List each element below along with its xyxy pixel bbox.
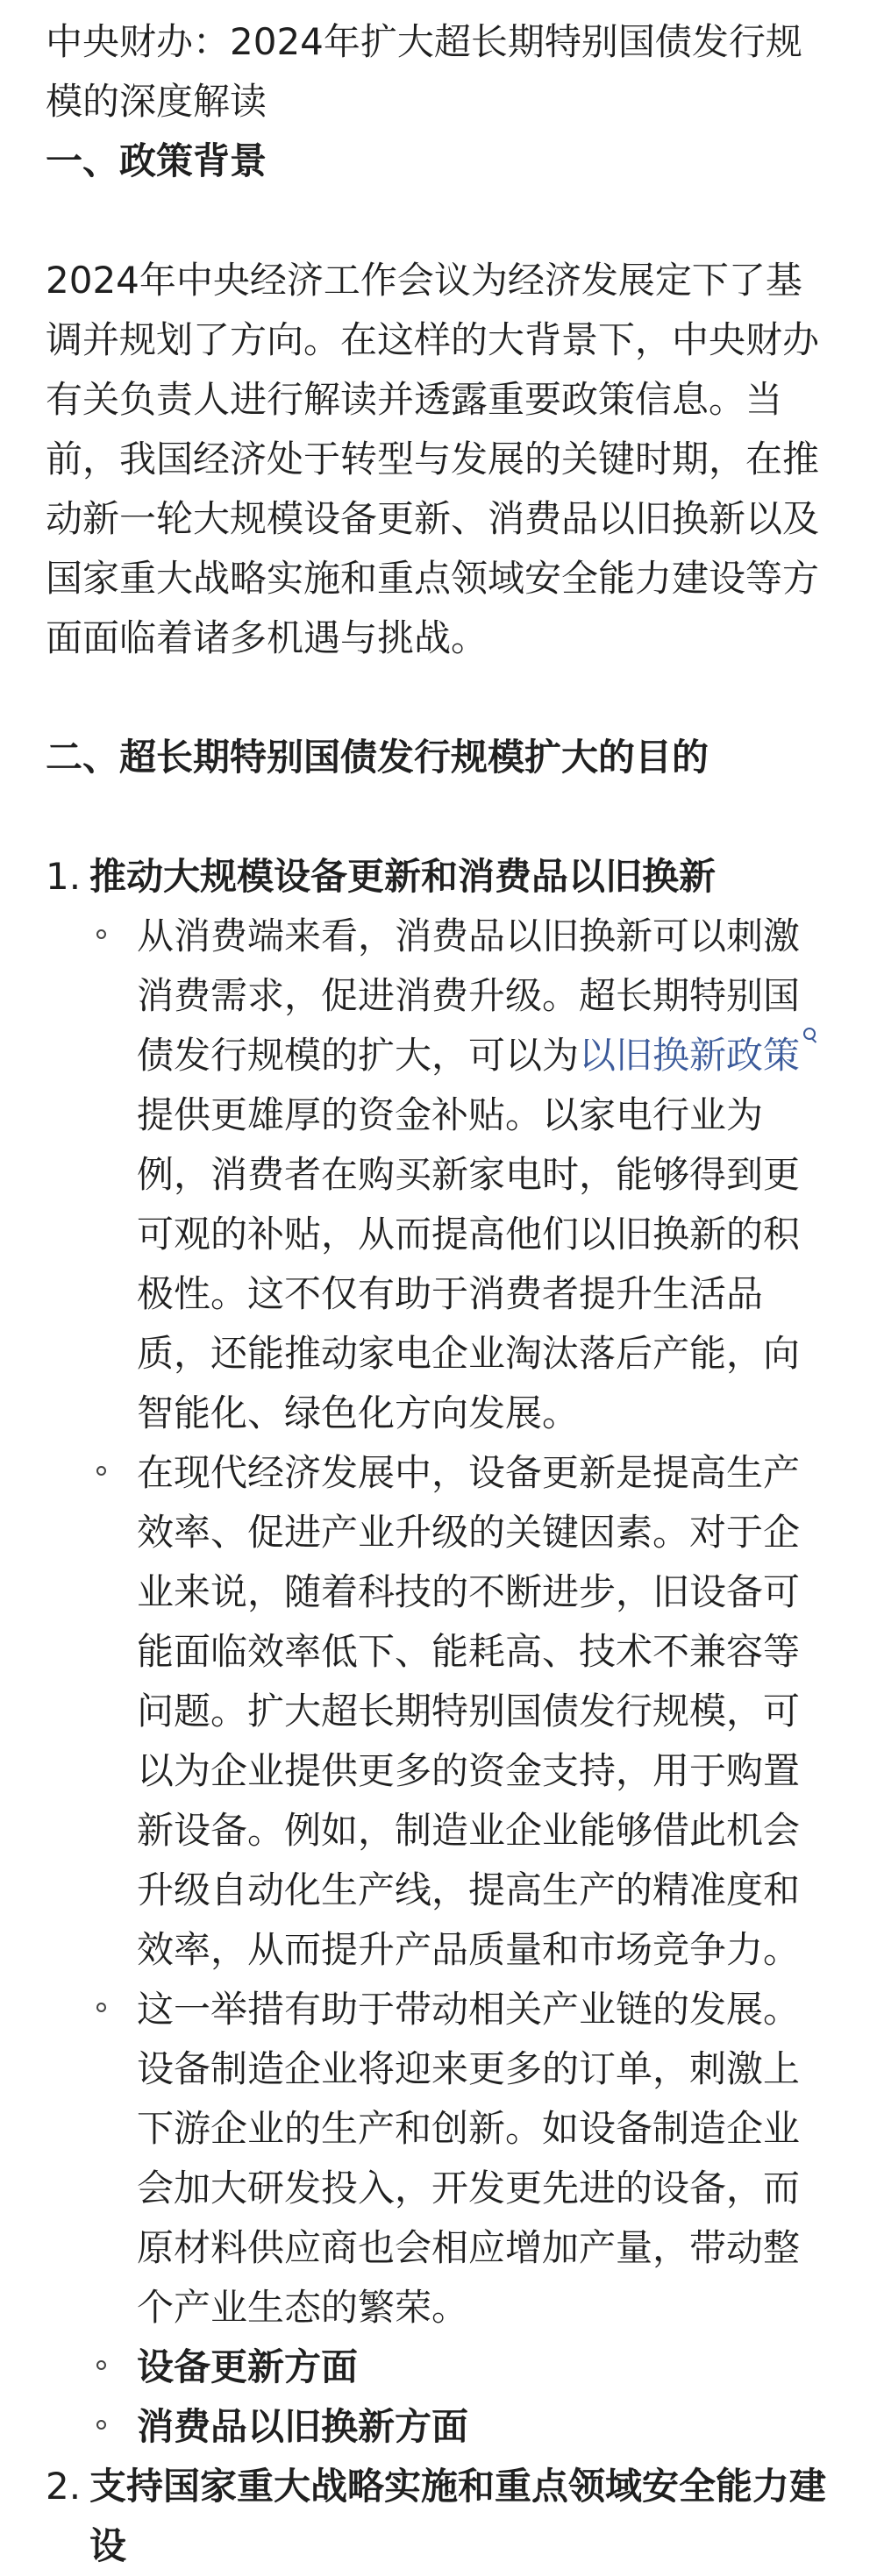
- list-item-number: 1.: [46, 855, 82, 898]
- list-item: [46, 847, 831, 907]
- list-item-title: 支持国家重大战略实施和重点领域安全能力建设: [89, 2465, 827, 2567]
- bullet-text: 提供更雄厚的资金补贴。以家电行业为例，消费者在购买新家电时，能够得到更可观的补贴，从而提高他们以旧换新的积极性。这不仅有助于消费者提升生活品质，还能推动家电企业淘汰落后产能，向智能化、绿色化方向发展。: [137, 1093, 801, 1434]
- section-heading-purpose: 二、超长期特别国债发行规模扩大的目的: [46, 736, 709, 779]
- bullet-item: [91, 1443, 831, 1980]
- search-icon[interactable]: [803, 1026, 819, 1057]
- section-heading-policy-background: 一、政策背景: [46, 139, 267, 182]
- bullet-text: 从消费端来看，消费品以旧换新可以刺激消费需求，促进消费升级。超长期特别国债发行规模的扩大，可以为: [137, 914, 801, 1077]
- hollow-bullet-icon: [96, 2420, 106, 2430]
- bullet-text: 这一举措有助于带动相关产业链的发展。设备制造企业将迎来更多的订单，刺激上下游企业的生产和创新。如设备制造企业会加大研发投入，开发更先进的设备，而原材料供应商也会相应增加产量，带动整个产业生态的繁荣。: [137, 1988, 801, 2329]
- bullet-item: [91, 907, 831, 1443]
- bullet-text: 设备更新方面: [137, 2345, 359, 2388]
- purpose-list: [46, 847, 831, 907]
- hollow-bullet-icon: [96, 2360, 106, 2370]
- hollow-bullet-icon: [96, 2003, 106, 2012]
- hollow-bullet-icon: [96, 929, 106, 939]
- list-item-number: 2.: [46, 2465, 82, 2508]
- sub-bullet-list: [46, 907, 831, 2457]
- article-title: 中央财办：2024年扩大超长期特别国债发行规模的深度解读: [46, 20, 802, 123]
- list-item-title: 推动大规模设备更新和消费品以旧换新: [89, 855, 717, 898]
- purpose-list-continued: [46, 2457, 831, 2576]
- bullet-item: [91, 1980, 831, 2338]
- policy-background-paragraph: 2024年中央经济工作会议为经济发展定下了基调并规划了方向。在这样的大背景下，中央财办有关负责人进行解读并透露重要政策信息。当前，我国经济处于转型与发展的关键时期，在推动新一轮大规模设备更新、消费品以旧换新以及国家重大战略实施和重点领域安全能力建设等方面面临着诸多机遇与挑战。: [46, 259, 820, 659]
- list-item: [46, 2457, 831, 2576]
- bullet-item: [91, 2397, 831, 2457]
- bullet-text: 在现代经济发展中，设备更新是提高生产效率、促进产业升级的关键因素。对于企业来说，随着科技的不断进步，旧设备可能面临效率低下、能耗高、技术不兼容等问题。扩大超长期特别国债发行规模，可以为企业提供更多的资金支持，用于购置新设备。例如，制造业企业能够借此机会升级自动化生产线，提高生产的精准度和效率，从而提升产品质量和市场竞争力。: [137, 1451, 801, 1971]
- hollow-bullet-icon: [96, 1466, 106, 1476]
- policy-link[interactable]: 以旧换新政策: [579, 1034, 801, 1077]
- bullet-item: [91, 2338, 831, 2397]
- bullet-text: 消费品以旧换新方面: [137, 2405, 469, 2448]
